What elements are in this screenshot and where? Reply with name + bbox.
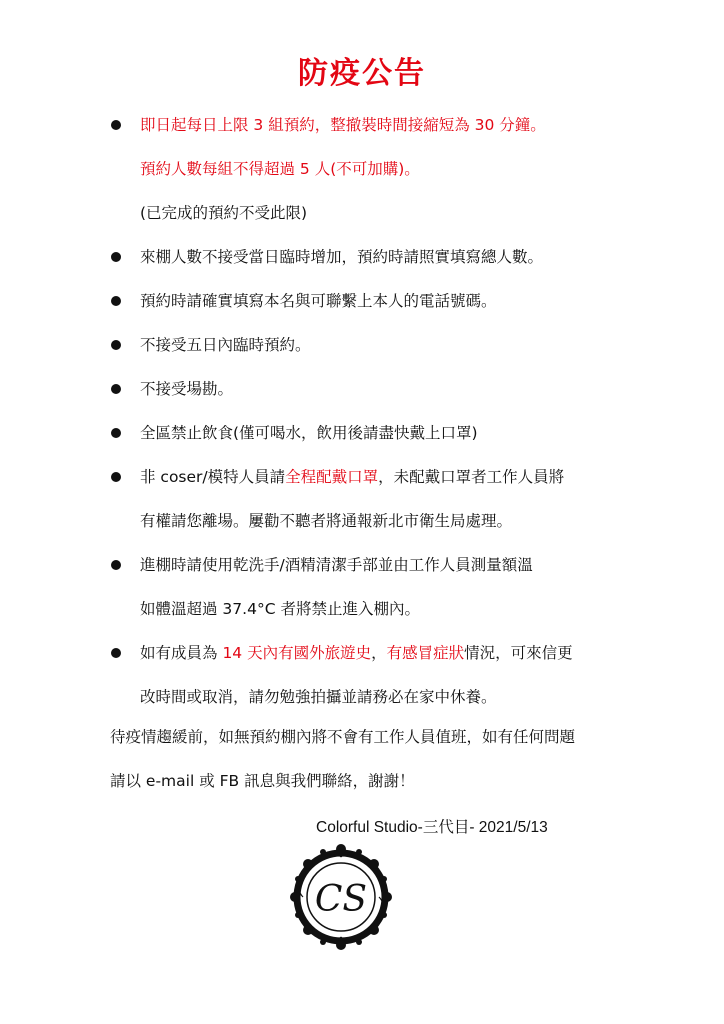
bullet-icon: [111, 648, 121, 658]
notice-item-line: [140, 203, 307, 223]
text-segment: 進棚時請使用乾洗手/酒精清潔手部並由工作人員測量額溫: [140, 556, 533, 574]
text-segment: 改時間或取消，請勿勉強拍攝並請務必在家中休養。: [140, 688, 497, 706]
bullet-icon: [111, 340, 121, 350]
bullet-icon: [111, 120, 121, 130]
notice-item-line: [140, 687, 497, 707]
signature: Colorful Studio-三代目- 2021/5/13: [316, 819, 548, 836]
text-segment: 非 coser/模特人員請: [140, 468, 286, 486]
text-segment: ，未配戴口罩者工作人員將: [378, 468, 565, 486]
text-segment: 來棚人數不接受當日臨時增加，預約時請照實填寫總人數。: [140, 248, 544, 266]
text-segment: 14 天內有國外旅遊史: [222, 644, 372, 662]
bullet-icon: [111, 252, 121, 262]
notice-item-line: [140, 555, 533, 575]
text-segment: 有感冒症狀: [386, 644, 465, 662]
notice-item-line: [140, 247, 543, 267]
notice-item-line: [140, 423, 478, 443]
notice-item-line: [140, 643, 573, 663]
notice-item-line: [140, 467, 564, 487]
text-segment: 如體溫超過 37.4°C 者將禁止進入棚內。: [140, 600, 420, 618]
bullet-icon: [111, 428, 121, 438]
closing-line-1: 待疫情趨緩前，如無預約棚內將不會有工作人員值班，如有任何問題: [110, 728, 576, 746]
text-segment: (已完成的預約不受此限): [140, 204, 308, 222]
text-segment: ，: [371, 644, 387, 662]
bullet-icon: [111, 384, 121, 394]
text-segment: 預約人數每組不得超過 5 人(不可加購)。: [140, 160, 420, 178]
notice-item-line: [140, 159, 420, 179]
closing-line-2: 請以 e-mail 或 FB 訊息與我們聯絡，謝謝！: [110, 772, 415, 790]
bullet-icon: [111, 296, 121, 306]
notice-item-line: [140, 511, 512, 531]
text-segment: 全區禁止飲食(僅可喝水，飲用後請盡快戴上口罩): [140, 424, 478, 442]
bullet-icon: [111, 560, 121, 570]
text-segment: 即日起每日上限 3 組預約，整撤裝時間接縮短為 30 分鐘。: [140, 116, 546, 134]
text-segment: 有權請您離場。屢勸不聽者將通報新北市衛生局處理。: [140, 512, 513, 530]
notice-item-line: [140, 115, 546, 135]
studio-logo-icon: [289, 843, 393, 951]
text-segment: 預約時請確實填寫本名與可聯繫上本人的電話號碼。: [140, 292, 497, 310]
svg-text:CS: CS: [314, 879, 368, 920]
text-segment: 全程配戴口罩: [285, 468, 379, 486]
text-segment: 不接受五日內臨時預約。: [140, 336, 311, 354]
notice-item-line: [140, 599, 420, 619]
text-segment: 情況，可來信更: [464, 644, 573, 662]
notice-item-line: [140, 335, 311, 355]
page-title: 防疫公告: [298, 56, 426, 91]
text-segment: 不接受場勘。: [140, 380, 234, 398]
text-segment: 如有成員為: [140, 644, 223, 662]
notice-item-line: [140, 379, 233, 399]
notice-item-line: [140, 291, 497, 311]
bullet-icon: [111, 472, 121, 482]
